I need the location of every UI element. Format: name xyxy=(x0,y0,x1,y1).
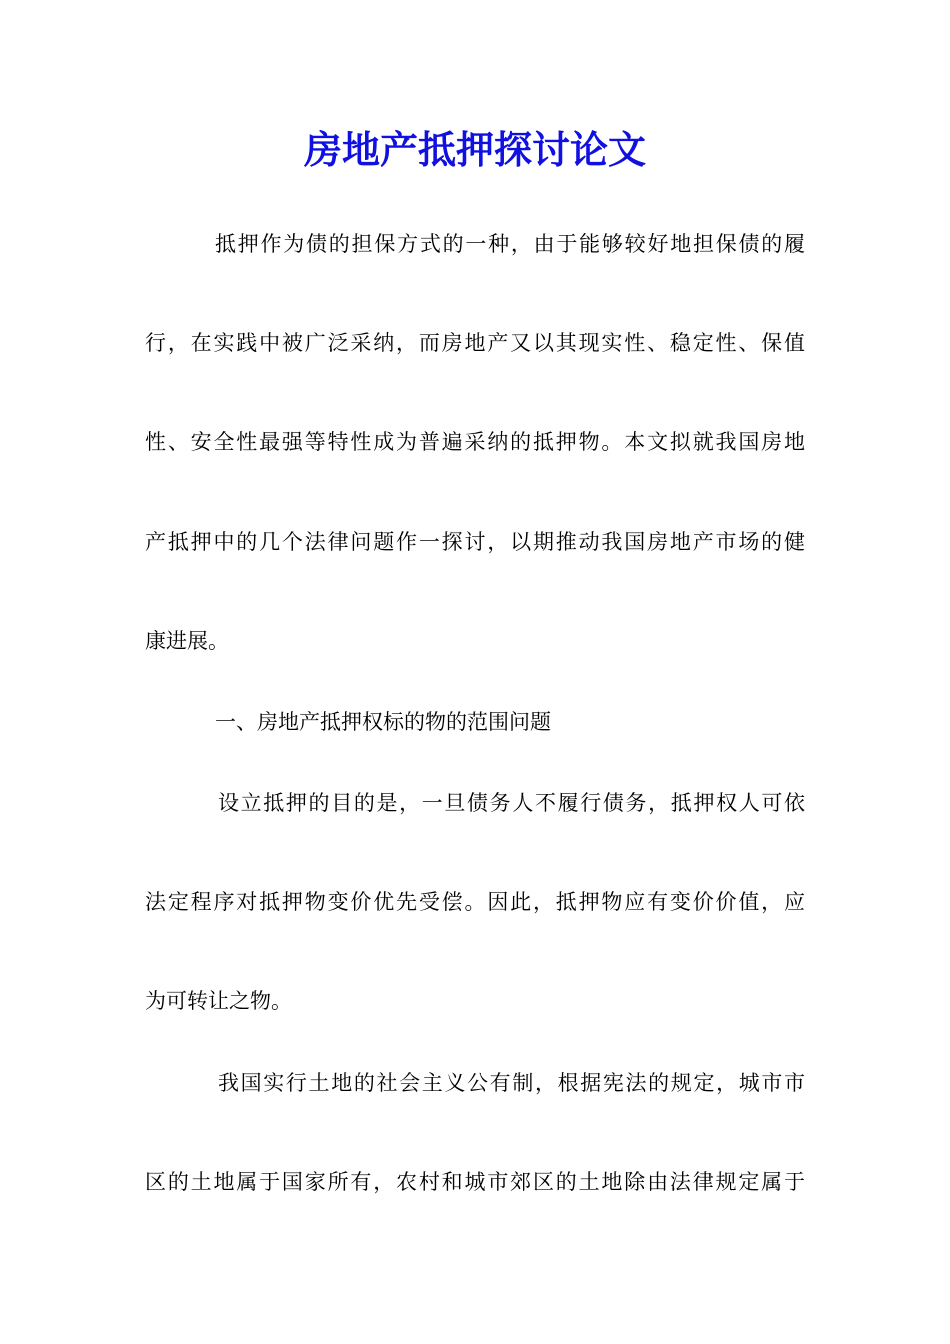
section-heading-1: 一、房地产抵押权标的物的范围问题 xyxy=(215,710,551,734)
document-title: 房地产抵押探讨论文 xyxy=(303,127,646,172)
paragraph-3-line-2: 区的土地属于国家所有，农村和城市郊区的土地除由法律规定属于 xyxy=(145,1170,805,1194)
paragraph-1-line-4: 产抵押中的几个法律问题作一探讨，以期推动我国房地产市场的健 xyxy=(145,530,805,554)
paragraph-2-line-2: 法定程序对抵押物变价优先受偿。因此，抵押物应有变价价值，应 xyxy=(145,890,805,914)
paragraph-2-line-3: 为可转让之物。 xyxy=(145,989,292,1013)
paragraph-1-line-3: 性、安全性最强等特性成为普遍采纳的抵押物。本文拟就我国房地 xyxy=(145,430,805,454)
paragraph-3-line-1: 我国实行土地的社会主义公有制，根据宪法的规定，城市市 xyxy=(218,1071,805,1095)
paragraph-1-line-2: 行，在实践中被广泛采纳，而房地产又以其现实性、稳定性、保值 xyxy=(145,331,805,355)
paragraph-1-line-1: 抵押作为债的担保方式的一种，由于能够较好地担保债的履 xyxy=(215,232,805,256)
paragraph-2-line-1: 设立抵押的目的是，一旦债务人不履行债务，抵押权人可依 xyxy=(218,791,805,815)
paragraph-1-line-5: 康进展。 xyxy=(145,629,229,653)
